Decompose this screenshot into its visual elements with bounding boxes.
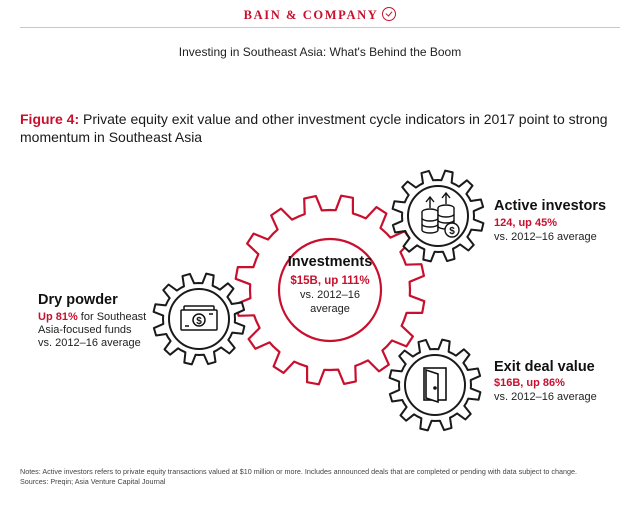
dry-powder-title: Dry powder	[38, 292, 118, 308]
investments-title: Investments	[287, 254, 373, 270]
exit-deal-value-highlight: $16B, up 86%	[494, 377, 565, 389]
notes-block	[20, 467, 620, 486]
dry-powder-line2: Asia-focused funds	[38, 324, 132, 336]
active-investors-highlight: 124, up 45%	[494, 217, 557, 229]
active-investors-line1: vs. 2012–16 average	[494, 231, 597, 243]
cash-icon	[181, 306, 217, 330]
investments-highlight: $15B, up 111%	[290, 275, 370, 287]
investments-line2: average	[310, 303, 350, 315]
svg-text:$: $	[449, 226, 455, 237]
dry-powder-line1-rest: for Southeast	[77, 311, 147, 323]
figure-caption-text: Private equity exit value and other investment cycle indicators in 2017 point to strong momentum in Southeast Asia	[20, 111, 608, 145]
figure-number: Figure 4:	[20, 111, 80, 127]
brand-name: BAIN & COMPANY	[243, 8, 379, 22]
active-investors-title: Active investors	[494, 198, 607, 214]
exit-deal-value-line1: vs. 2012–16 average	[494, 391, 597, 403]
svg-text:$: $	[196, 316, 202, 327]
investments-line1: vs. 2012–16	[300, 289, 360, 301]
notes-text: Notes: Active investors refers to private equity transactions valued at $10 million or more. Includes announced deals that are completed or pending with data subject to change.	[20, 467, 577, 476]
dry-powder-line3: vs. 2012–16 average	[38, 337, 141, 349]
report-title: Investing in Southeast Asia: What's Behind the Boom	[178, 45, 462, 59]
dry-powder-highlight: Up 81%	[38, 311, 78, 323]
dry-powder-line1	[38, 311, 146, 323]
sources-text: Sources: Preqin; Asia Venture Capital Journal	[20, 476, 166, 486]
exit-deal-value-title: Exit deal value	[494, 359, 595, 375]
